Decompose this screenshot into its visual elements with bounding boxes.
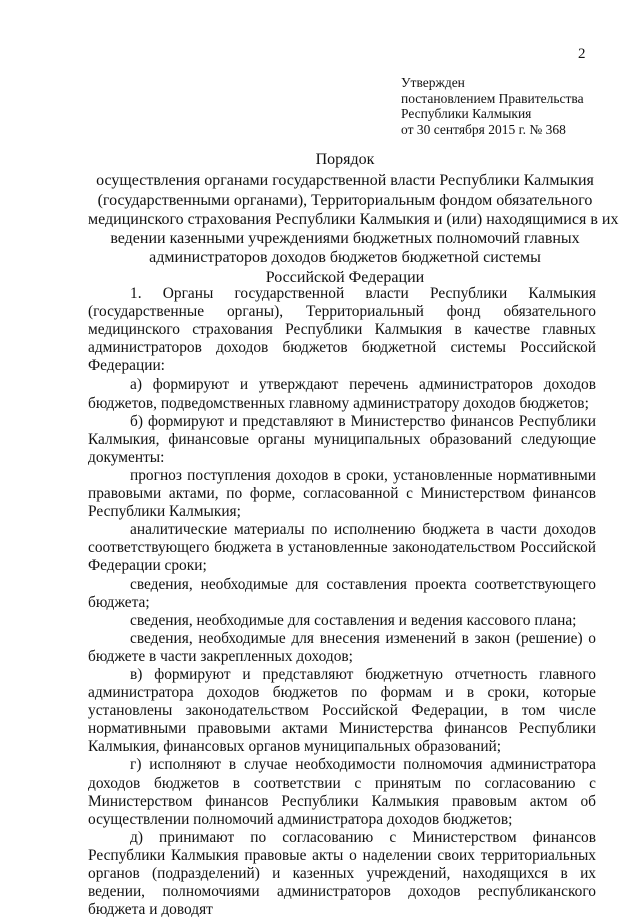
paragraph: а) формируют и утверждают перечень администраторов доходов бюджетов, подведомственных главному администратору доходов бюджетов; bbox=[88, 376, 596, 412]
document-title: Порядок bbox=[315, 151, 375, 168]
paragraph: сведения, необходимые для составления и ведения кассового плана; bbox=[130, 611, 577, 629]
paragraph: г) исполняют в случае необходимости полномочия администратора доходов бюджетов в соответствии с принятым по согласованию с Министерством финансов Республики Калмыкия правовым актом об осуществлении полномочий администратора доходов бюджетов; bbox=[88, 756, 596, 828]
approval-line: Республики Калмыкия bbox=[401, 106, 532, 121]
paragraph: 1. Органы государственной власти Республики Калмыкия (государственные органы), Территориальный фонд обязательного медицинского страхования Республики Калмыкия в качестве главных администраторов доходов бюджетов бюджетной системы Российской Федерации: bbox=[88, 285, 596, 375]
paragraph: в) формируют и представляют бюджетную отчетность главного администратора доходов бюджетов по формам и в сроки, которые установлены законодательством Российской Федерации, в том числе нормативными правовыми актами Министерства финансов Республики Калмыкия, финансовых органов муниципальных образований; bbox=[88, 665, 596, 756]
paragraph: д) принимают по согласованию с Министерством финансов Республики Калмыкия правовые акты о наделении своих территориальных органов (подразделений) и казенных учреждений, находящихся в их ведении, полномочиями администраторов доходов республиканского бюджета и доводят bbox=[88, 828, 596, 919]
heading-line: ведении казенными учреждениями бюджетных полномочий главных bbox=[110, 230, 580, 248]
heading-line: администраторов доходов бюджетов бюджетной системы bbox=[149, 249, 541, 267]
approval-line: от 30 сентября 2015 г. № 368 bbox=[401, 121, 566, 137]
document-heading bbox=[88, 150, 619, 287]
heading-line: осуществления органами государственной власти Республики Калмыкия bbox=[96, 172, 594, 190]
paragraph: аналитические материалы по исполнению бюджета в части доходов соответствующего бюджета в установленные законодательством Российской Федерации сроки; bbox=[88, 521, 596, 575]
approval-line: постановлением Правительства bbox=[401, 90, 584, 106]
paragraph: сведения, необходимые для составления проекта соответствующего бюджета; bbox=[88, 575, 596, 611]
document-body bbox=[88, 285, 596, 919]
heading-line: медицинского страхования Республики Калмыкия и (или) находящимися в их bbox=[88, 210, 619, 228]
approval-line: Утвержден bbox=[401, 75, 465, 90]
heading-line: (государственными органами), Территориальным фондом обязательного bbox=[97, 191, 593, 209]
heading-line: Российской Федерации bbox=[265, 268, 425, 286]
paragraph: сведения, необходимые для внесения изменений в закон (решение) о бюджете в части закрепленных доходов; bbox=[88, 629, 596, 665]
approval-stamp bbox=[401, 75, 584, 137]
paragraph: прогноз поступления доходов в сроки, установленные нормативными правовыми актами, по форме, согласованной с Министерством финансов Республики Калмыкия; bbox=[88, 466, 596, 521]
page-number: 2 bbox=[578, 46, 586, 62]
paragraph: б) формируют и представляют в Министерство финансов Республики Калмыкия, финансовые органы муниципальных образований следующие документы: bbox=[88, 412, 596, 466]
